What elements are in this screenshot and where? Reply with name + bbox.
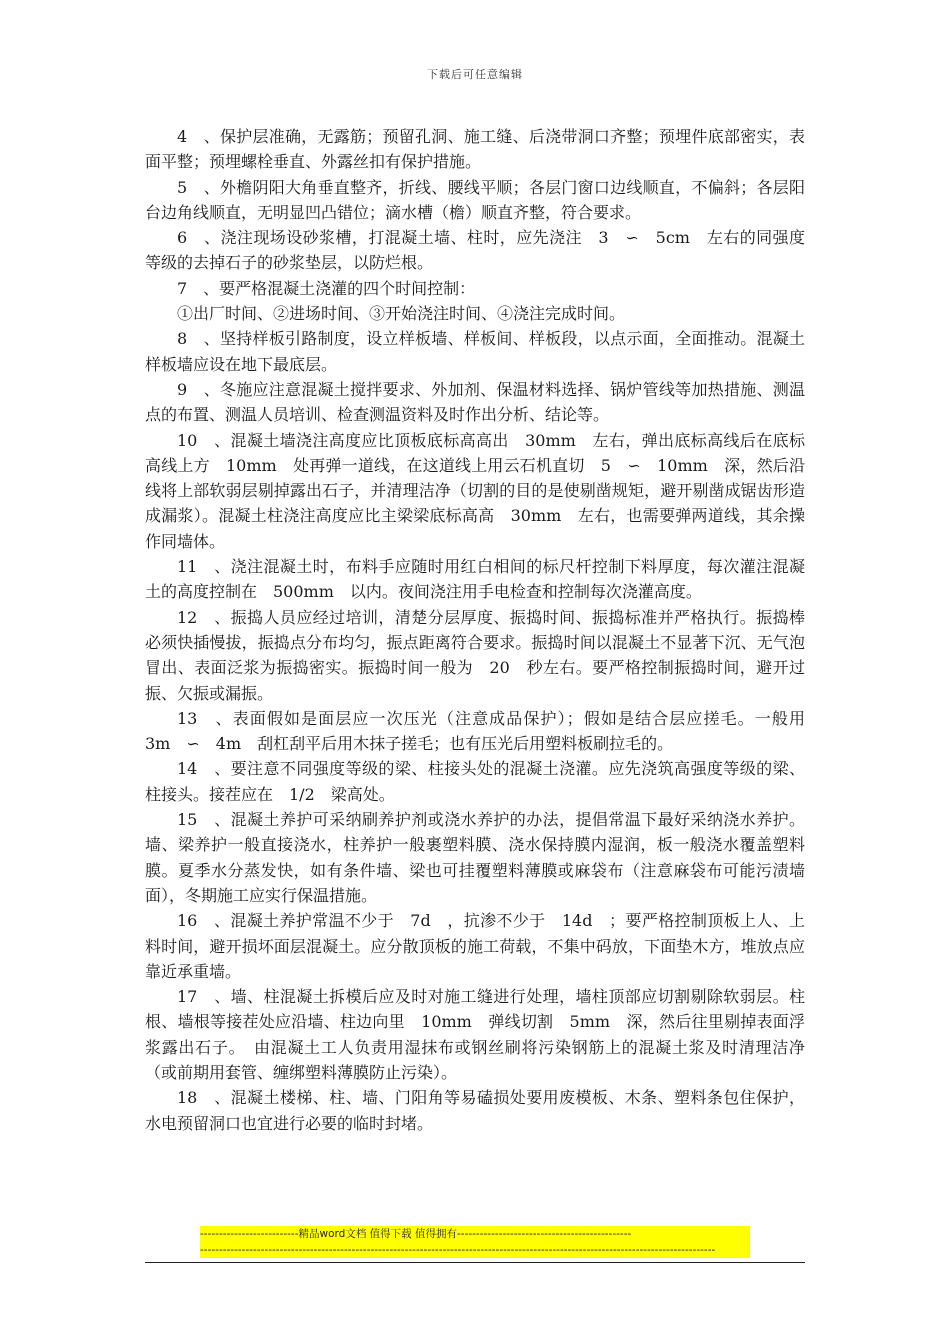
paragraph-14: 14 、要注意不同强度等级的梁、柱接头处的混凝土浇灌。应先浇筑高强度等级的梁、柱接头。接茬应在 1/2 梁高处。 [145, 759, 805, 804]
paragraph-13: 13 、表面假如是面层应一次压光（注意成品保护）；假如是结合层应搓毛。一般用 3m ∽ 4m 刮杠刮平后用木抹子搓毛；也有压光后用塑料板刷拉毛的。 [145, 708, 822, 754]
paragraph-17: 17 、墙、柱混凝土拆模后应及时对施工缝进行处理，墙柱顶部应切割剔除软弱层。柱根、墙根等接茬处应沿墙、柱边向里 10mm 弹线切割 5mm 深，然后往里剔掉表面浮浆露出石子。 由混凝土工人负责用湿抹布或钢丝刷将污染钢筋上的混凝土浆及时清理洁净（或前期用套管、缠绑塑料薄膜防止污染）。 [145, 987, 805, 1082]
footer-divider [145, 1262, 805, 1263]
paragraph-12: 12 、振捣人员应经过培训，清楚分层厚度、振捣时间、振捣标准并严格执行。振捣棒必须快插慢拔，振捣点分布均匀，振点距离符合要求。振捣时间以混凝土不显著下沉、无气泡冒出、表面泛浆为振捣密实。振捣时间一般为 20 秒左右。要严格控制振捣时间，避开过振、欠振或漏振。 [145, 607, 805, 703]
page-header: 下载后可任意编辑 [427, 68, 523, 81]
footer-banner-text: --------------------------精品word文档 值得下载 值得拥有---------------------------------------------- [200, 1228, 632, 1240]
paragraph-6: 6 、浇注现场设砂浆槽，打混凝土墙、柱时，应先浇注 3 ∽ 5cm 左右的同强度等级的去掉石子的砂浆垫层，以防烂根。 [145, 228, 805, 273]
paragraph-8: 8 、坚持样板引路制度，设立样板墙、样板间、样板段，以点示面，全面推动。混凝土样板墙应设在地下最底层。 [145, 329, 805, 374]
paragraph-4: 4 、保护层准确，无露筋；预留孔洞、施工缝、后浇带洞口齐整；预埋件底部密实，表面平整；预埋螺栓垂直、外露丝扣有保护措施。 [145, 127, 805, 172]
paragraph-5: 5 、外檐阴阳大角垂直整齐，折线、腰线平顺；各层门窗口边线顺直，不偏斜；各层阳台边角线顺直，无明显凹凸错位；滴水槽（檐）顺直齐整，符合要求。 [145, 177, 805, 222]
paragraph-18: 18 、混凝土楼梯、柱、墙、门阳角等易磕损处要用废模板、木条、塑料条包住保护，水电预留洞口也宜进行必要的临时封堵。 [145, 1088, 805, 1133]
footer-banner [200, 1226, 750, 1258]
document-body [145, 124, 822, 1136]
paragraph-16: 16 、混凝土养护常温不少于 7d ，抗渗不少于 14d ；要严格控制顶板上人、上料时间，避开损坏面层混凝土。应分散顶板的施工荷载，不集中码放，下面垫木方，堆放点应靠近承重墙。 [145, 911, 805, 981]
paragraph-7: 7 、要严格混凝土浇灌的四个时间控制： [177, 278, 476, 298]
paragraph-15: 15 、混凝土养护可采纳刷养护剂或浇水养护的办法，提倡常温下最好采纳浇水养护。墙、梁养护一般直接浇水，柱养护一般裹塑料膜、浇水保持膜内湿润，板一般浇水覆盖塑料膜。夏季水分蒸发快，如有条件墙、梁也可挂覆塑料薄膜或麻袋布（注意麻袋布可能污渍墙面），冬期施工应实行保温措施。 [145, 810, 805, 905]
paragraph-9: 9 、冬施应注意混凝土搅拌要求、外加剂、保温材料选择、锅炉管线等加热措施、测温点的布置、测温人员培训、检查测温资料及时作出分析、结论等。 [145, 379, 805, 425]
footer-banner-dashes: ---------------------------------------------------------------------------------------------------------------------------------------- [200, 1244, 716, 1256]
paragraph-11: 11 、浇注混凝土时，布料手应随时用红白相间的标尺杆控制下料厚度，每次灌注混凝土的高度控制在 500mm 以内。夜间浇注用手电检查和控制每次浇灌高度。 [145, 557, 805, 602]
paragraph-10: 10 、混凝土墙浇注高度应比顶板底标高高出 30mm 左右，弹出底标高线后在底标高线上方 10mm 处再弹一道线，在这道线上用云石机直切 5 ∽ 10mm 深，然后沿线将上部软弱层剔掉露出石子，并清理洁净（切割的目的是使剔凿规矩，避开剔凿成锯齿形造成漏浆）。混凝土柱浇注高度应比主梁梁底标高高 30mm 左右，也需要弹两道线，其余操作同墙体。 [145, 430, 805, 551]
paragraph-7-times: ①出厂时间、②进场时间、③开始浇注时间、④浇注完成时间。 [177, 304, 626, 324]
